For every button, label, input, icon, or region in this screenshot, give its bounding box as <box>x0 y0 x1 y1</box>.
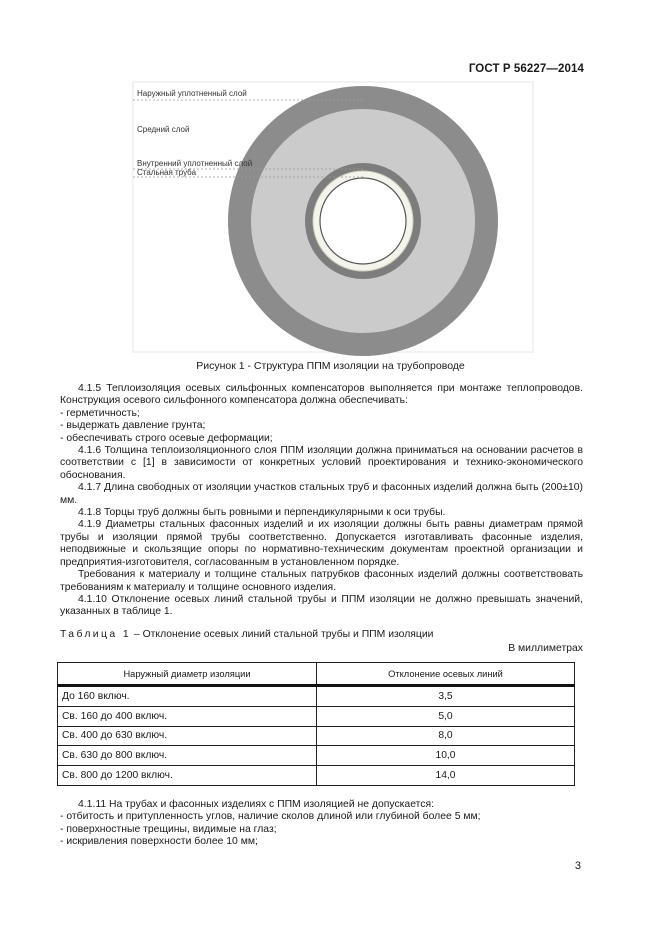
column-header: Отклонение осевых линий <box>317 663 575 686</box>
column-header: Наружный диаметр изоляции <box>58 663 317 686</box>
bullet-item: - отбитость и притупленность углов, наличие сколов длиной или глубиной более 5 мм; <box>60 811 481 823</box>
bullet-item: - герметичность; <box>60 407 140 419</box>
paragraph-4-1-7: 4.1.7 Длина свободных от изоляции участков стальных труб и фасонных изделий должна быть (200±10) мм. <box>60 482 583 506</box>
table-row <box>58 746 575 766</box>
paragraph-4-1-6: 4.1.6 Толщина теплоизоляционного слоя ППМ изоляции должна приниматься на основании расчетов в соответствии с [1] в зависимости от конкретных условий проектирования и технико-экономического обоснования. <box>60 445 583 481</box>
label-inner-layer: Внутренний уплотненный слой <box>137 159 253 168</box>
table-row <box>58 726 575 746</box>
pipe-bore <box>320 178 406 264</box>
table-title <box>60 629 583 641</box>
table-label: Таблица 1 <box>60 628 132 640</box>
pipe-cross-section-figure <box>0 0 661 360</box>
bullet-item: - поверхностные трещины, видимые на глаз; <box>60 823 277 835</box>
paragraph-4-1-5: 4.1.5 Теплоизоляция осевых сильфонных компенсаторов выполняется при монтаже теплопроводов. Конструкция осевого сильфонного компенсатора должна обеспечивать: <box>60 383 583 407</box>
paragraph-4-1-10: 4.1.10 Отклонение осевых линий стальной трубы и ППМ изоляции не должно превышать значений, указанных в таблице 1. <box>60 593 583 618</box>
table-row <box>58 686 575 707</box>
paragraph-4-1-11: 4.1.11 На трубах и фасонных изделиях с ППМ изоляцией не допускается: <box>78 799 434 810</box>
table-cell: 10,0 <box>317 746 575 766</box>
table-cell: 14,0 <box>317 766 575 786</box>
bullet-item: - обеспечивать строго осевые деформации; <box>60 432 273 444</box>
figure-caption: Рисунок 1 - Структура ППМ изоляции на трубопроводе <box>196 360 465 372</box>
label-steel-pipe: Стальная труба <box>137 168 197 177</box>
paragraph-4-1-9-cont: Требования к материалу и толщине стальных патрубков фасонных изделий должны соответствовать требованиям к материалу и толщине основного изделия. <box>60 569 583 593</box>
paragraph-4-1-8: 4.1.8 Торцы труб должны быть ровными и перпендикулярными к оси трубы. <box>78 507 446 519</box>
section-4-1-11 <box>60 799 583 849</box>
table-header-row <box>58 663 575 686</box>
table-units: В миллиметрах <box>508 643 583 655</box>
table-cell: Св. 160 до 400 включ. <box>58 706 317 726</box>
bullet-item: - искривления поверхности более 10 мм; <box>60 836 258 848</box>
page-number: 3 <box>574 860 581 872</box>
table-cell: Св. 800 до 1200 включ. <box>58 766 317 786</box>
label-middle-layer: Средний слой <box>137 125 190 134</box>
table-cell: Св. 630 до 800 включ. <box>58 746 317 766</box>
table-row <box>58 706 575 726</box>
bullet-item: - выдержать давление грунта; <box>60 420 206 432</box>
table-cell: Св. 400 до 630 включ. <box>58 726 317 746</box>
table-row <box>58 766 575 786</box>
standard-header: ГОСТ Р 56227—2014 <box>468 63 584 75</box>
table-cell: 3,5 <box>317 686 575 707</box>
table-cell: 8,0 <box>317 726 575 746</box>
deviation-table <box>57 662 575 786</box>
table-cell: 5,0 <box>317 706 575 726</box>
table-title-text: – Отклонение осевых линий стальной трубы и ППМ изоляции <box>131 628 434 640</box>
table-cell: До 160 включ. <box>58 686 317 707</box>
main-text <box>60 383 583 656</box>
label-outer-layer: Наружный уплотненный слой <box>137 89 247 98</box>
paragraph-4-1-9: 4.1.9 Диаметры стальных фасонных изделий и их изоляции должны быть равны диаметрам прямой трубы и изоляции прямой трубы соответственно. Допускается изготавливать фасонные изделия, неподвижные и скользящие опоры по нормативно-техническим документам проектной организации и предприятия-изготовителя, согласованным в установленном порядке. <box>60 519 583 568</box>
